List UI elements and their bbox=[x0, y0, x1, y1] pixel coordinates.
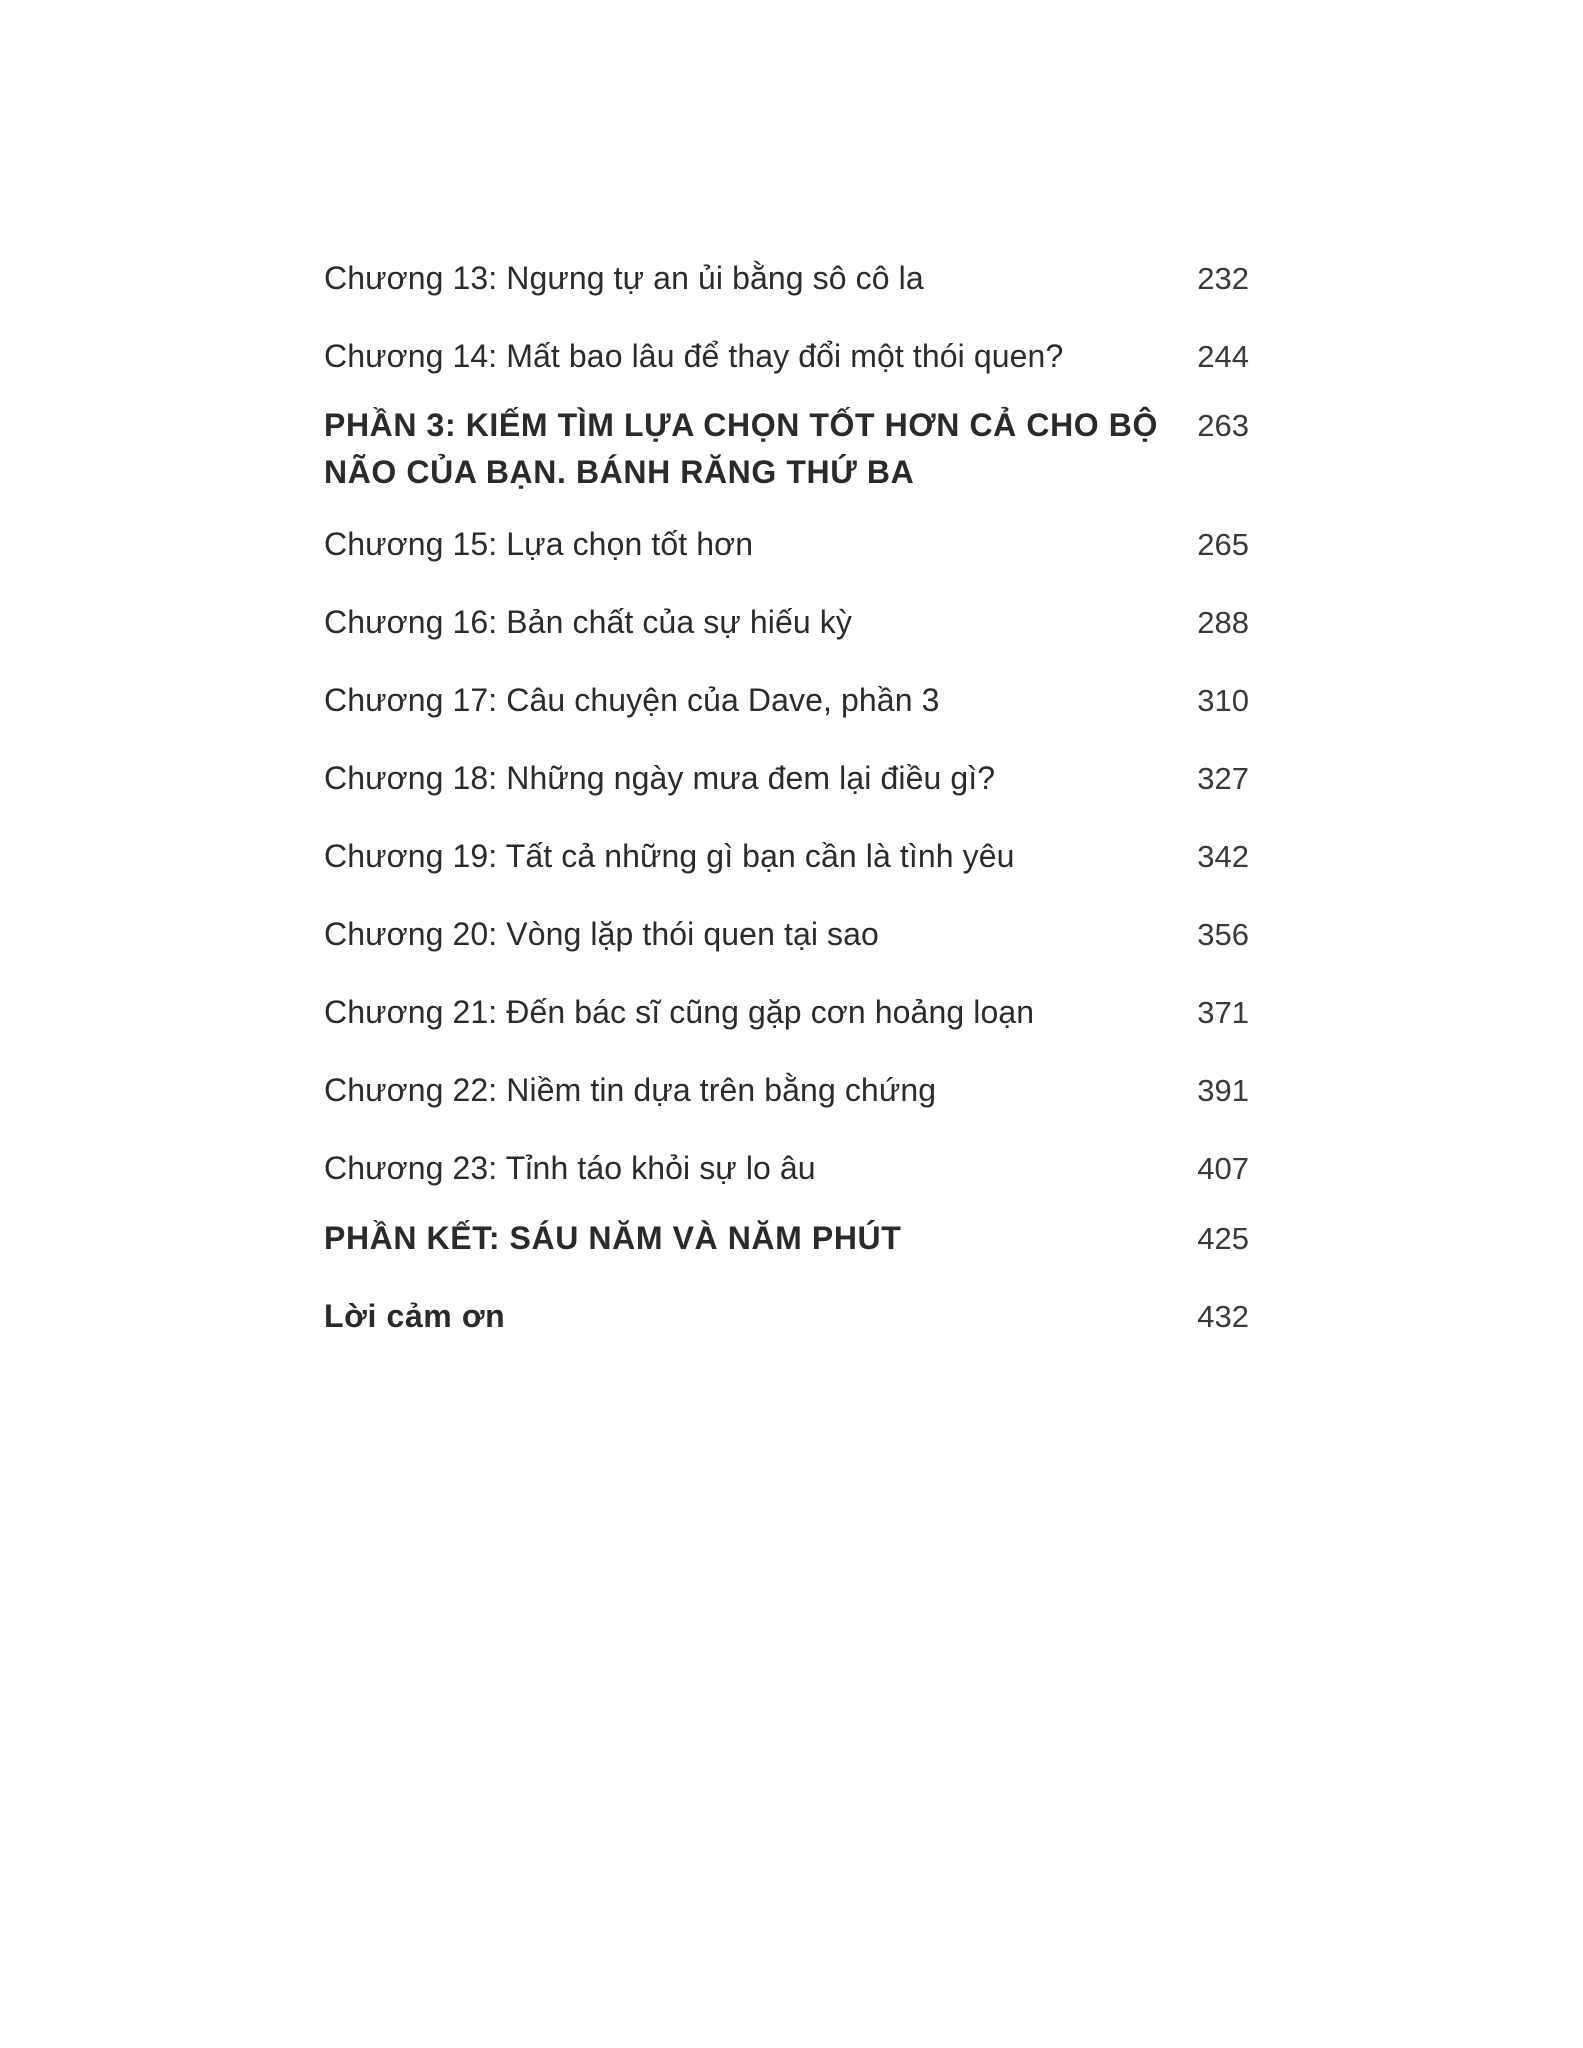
toc-entry-page: 342 bbox=[1197, 839, 1249, 874]
toc-entry-title: Chương 16: Bản chất của sự hiếu kỳ bbox=[324, 604, 852, 640]
toc-entry-page: 407 bbox=[1197, 1151, 1249, 1186]
toc-entry-title: Chương 22: Niềm tin dựa trên bằng chứng bbox=[324, 1072, 937, 1108]
toc-entry-page: 391 bbox=[1197, 1073, 1249, 1108]
toc-entry-title: Chương 19: Tất cả những gì bạn cần là tình yêu bbox=[324, 838, 1015, 874]
toc-entry-page: 310 bbox=[1197, 683, 1249, 718]
toc-entry-title: PHẦN KẾT: SÁU NĂM VÀ NĂM PHÚT bbox=[324, 1220, 902, 1256]
toc-entry-title: Chương 13: Ngưng tự an ủi bằng sô cô la bbox=[324, 260, 924, 296]
toc-entry-acknowledgements bbox=[324, 1293, 1249, 1340]
toc-entry-page: 244 bbox=[1197, 339, 1249, 374]
toc-entry-title: Chương 18: Những ngày mưa đem lại điều gì? bbox=[324, 760, 996, 796]
toc-entry bbox=[324, 989, 1249, 1036]
toc-entry-page: 432 bbox=[1197, 1299, 1249, 1334]
toc-entry bbox=[324, 333, 1249, 380]
toc-entry-page: 263 bbox=[1197, 408, 1249, 443]
toc-entry-page: 371 bbox=[1197, 995, 1249, 1030]
toc-entry-title: Chương 21: Đến bác sĩ cũng gặp cơn hoảng loạn bbox=[324, 994, 1035, 1030]
toc-entry-page: 232 bbox=[1197, 261, 1249, 296]
toc-entry bbox=[324, 1067, 1249, 1114]
toc-entry-page: 425 bbox=[1197, 1221, 1249, 1256]
toc-entry bbox=[324, 599, 1249, 646]
toc-entry bbox=[324, 911, 1249, 958]
toc-entry-title: Lời cảm ơn bbox=[324, 1298, 506, 1334]
toc-part-heading bbox=[324, 402, 1249, 496]
toc-entry-title: Chương 14: Mất bao lâu để thay đổi một thói quen? bbox=[324, 338, 1064, 374]
toc-entry-page: 356 bbox=[1197, 917, 1249, 952]
toc-entry bbox=[324, 255, 1249, 302]
toc-part-heading bbox=[324, 1215, 1249, 1262]
toc-entry-page: 288 bbox=[1197, 605, 1249, 640]
toc-entry bbox=[324, 521, 1249, 568]
toc-entry bbox=[324, 833, 1249, 880]
toc-entry bbox=[324, 677, 1249, 724]
toc-entry bbox=[324, 1145, 1249, 1192]
toc-entry-page: 327 bbox=[1197, 761, 1249, 796]
toc-entry-title: Chương 17: Câu chuyện của Dave, phần 3 bbox=[324, 682, 940, 718]
toc-entry-title: Chương 23: Tỉnh táo khỏi sự lo âu bbox=[324, 1150, 816, 1186]
toc-entry bbox=[324, 755, 1249, 802]
toc-entry-title: PHẦN 3: KIẾM TÌM LỰA CHỌN TỐT HƠN CẢ CHO BỘ NÃO CỦA BẠN. BÁNH RĂNG THỨ BA bbox=[324, 407, 1158, 490]
toc-entry-title: Chương 15: Lựa chọn tốt hơn bbox=[324, 526, 754, 562]
toc-entry-title: Chương 20: Vòng lặp thói quen tại sao bbox=[324, 916, 879, 952]
toc-entry-page: 265 bbox=[1197, 527, 1249, 562]
